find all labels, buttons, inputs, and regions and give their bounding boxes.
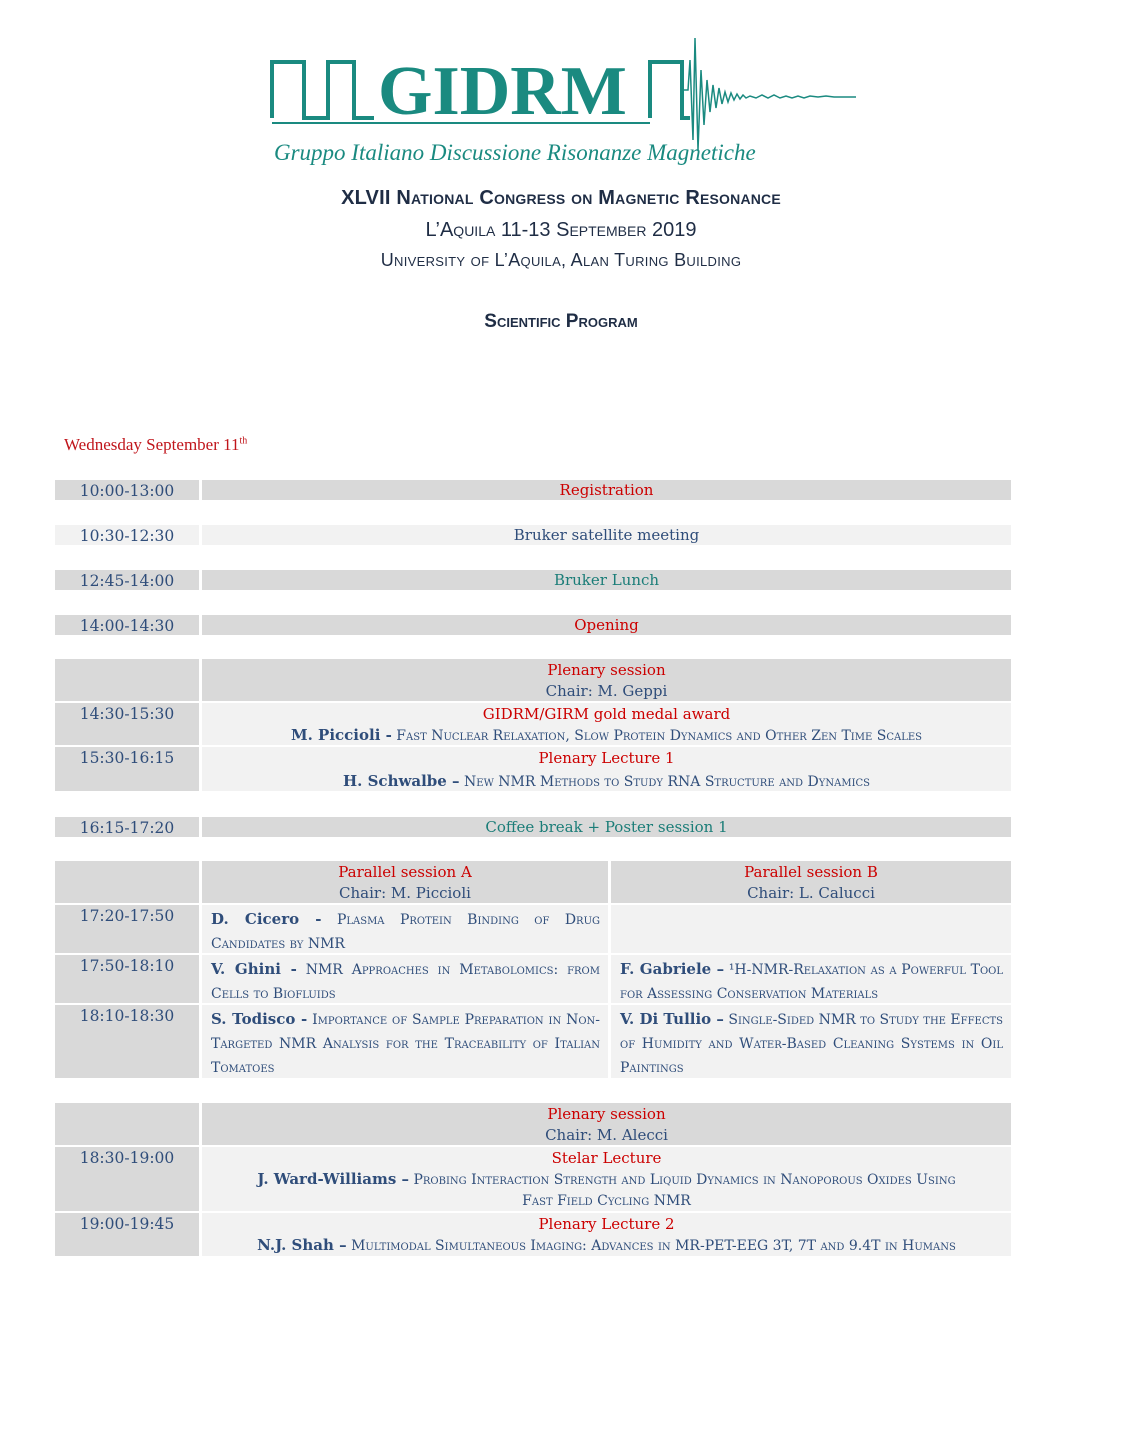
parallel-b-empty: [611, 905, 1011, 953]
session-chair: Chair: M. Alecci: [545, 1126, 668, 1144]
session-title: Parallel session A: [338, 863, 472, 881]
time-cell: 14:00-14:30: [55, 615, 199, 635]
session-chair: Chair: L. Calucci: [747, 884, 875, 902]
time-cell: 18:10-18:30: [55, 1005, 199, 1078]
time-cell: 17:50-18:10: [55, 955, 199, 1003]
time-cell: 10:00-13:00: [55, 480, 199, 500]
talk-title-cont: Fast Field Cycling NMR: [522, 1193, 691, 1209]
plenary-session-header: [202, 659, 1011, 701]
talk-title: New NMR Methods to Study RNA Structure and Dynamics: [464, 774, 871, 790]
lecture-title: Plenary Lecture 2: [538, 1215, 675, 1233]
bruker-lunch-title: Bruker Lunch: [202, 570, 1011, 590]
stelar-cell: [202, 1147, 1011, 1211]
parallel-b-talk: [611, 955, 1011, 1003]
speaker-name: M. Piccioli -: [291, 726, 392, 744]
program-title: Scientific Program: [484, 311, 638, 332]
speaker-name: V. Di Tullio –: [620, 1010, 724, 1028]
day-heading: Wednesday September 11th: [64, 435, 248, 454]
talk-title: Fast Nuclear Relaxation, Slow Protein Dynamics and Other Zen Time Scales: [396, 728, 922, 744]
time-cell: 14:30-15:30: [55, 703, 199, 745]
session-title: Plenary session: [547, 1105, 666, 1123]
talk-title: Plasma Protein Binding of Drug Candidates by NMR: [211, 912, 600, 952]
parallel-a-talk: [202, 1005, 608, 1078]
talk-title: Single-Sided NMR to Study the Effects of Humidity and Water-Based Cleaning Systems in Oil Paintings: [620, 1012, 1003, 1076]
speaker-name: S. Todisco -: [211, 1010, 308, 1028]
talk-title: Importance of Sample Preparation in Non-Targeted NMR Analysis for the Traceability of Italian Tomatoes: [211, 1012, 600, 1076]
opening-title: Opening: [202, 615, 1011, 635]
coffee-title: Coffee break + Poster session 1: [202, 817, 1011, 837]
session-chair: Chair: M. Geppi: [545, 682, 668, 700]
empty-time-cell: [55, 1103, 199, 1145]
time-cell: 10:30-12:30: [55, 525, 199, 545]
lecture-title: Plenary Lecture 1: [538, 749, 675, 767]
session-title: Parallel session B: [744, 863, 878, 881]
lecture-cell: [202, 1213, 1011, 1256]
plenary-session-header: [202, 1103, 1011, 1145]
parallel-a-talk: [202, 905, 608, 953]
talk-title: Probing Interaction Strength and Liquid Dynamics in Nanoporous Oxides Using: [413, 1172, 956, 1188]
empty-time-cell: [55, 659, 199, 701]
time-cell: 12:45-14:00: [55, 570, 199, 590]
logo-subtitle: Gruppo Italiano Discussione Risonanze Magnetiche: [274, 140, 756, 165]
congress-dates: L’Aquila 11-13 September 2019: [425, 219, 697, 241]
time-cell: 18:30-19:00: [55, 1147, 199, 1211]
empty-time-cell: [55, 861, 199, 903]
registration-title: Registration: [202, 480, 1011, 500]
parallel-b-talk: [611, 1005, 1011, 1078]
talk-title: ¹H-NMR-Relaxation as a Powerful Tool for Assessing Conservation Materials: [620, 962, 1003, 1002]
talk-title: Multimodal Simultaneous Imaging: Advances in MR-PET-EEG 3T, 7T and 9.4T in Humans: [351, 1238, 956, 1254]
speaker-name: H. Schwalbe –: [342, 772, 460, 790]
congress-venue: University of L’Aquila, Alan Turing Building: [380, 250, 742, 270]
lecture-cell: [202, 747, 1011, 791]
speaker-name: J. Ward-Williams –: [257, 1170, 409, 1188]
time-cell: 17:20-17:50: [55, 905, 199, 953]
time-cell: 16:15-17:20: [55, 817, 199, 837]
lecture-title: Stelar Lecture: [551, 1149, 662, 1167]
award-cell: [202, 703, 1011, 745]
award-title: GIDRM/GIRM gold medal award: [482, 705, 731, 723]
speaker-name: N.J. Shah –: [257, 1236, 347, 1254]
time-cell: 15:30-16:15: [55, 747, 199, 791]
session-chair: Chair: M. Piccioli: [339, 884, 471, 902]
speaker-name: V. Ghini -: [211, 960, 297, 978]
speaker-name: D. Cicero -: [211, 910, 322, 928]
session-title: Plenary session: [547, 661, 666, 679]
parallel-a-header: [202, 861, 608, 903]
time-cell: 19:00-19:45: [55, 1213, 199, 1256]
speaker-name: F. Gabriele –: [620, 960, 725, 978]
talk-title: NMR Approaches in Metabolomics: from Cells to Biofluids: [211, 962, 600, 1002]
logo-word: GIDRM: [378, 53, 627, 130]
parallel-b-header: [611, 861, 1011, 903]
bruker-meeting-title: Bruker satellite meeting: [202, 525, 1011, 545]
parallel-a-talk: [202, 955, 608, 1003]
congress-title: XLVII National Congress on Magnetic Resonance: [341, 187, 781, 209]
